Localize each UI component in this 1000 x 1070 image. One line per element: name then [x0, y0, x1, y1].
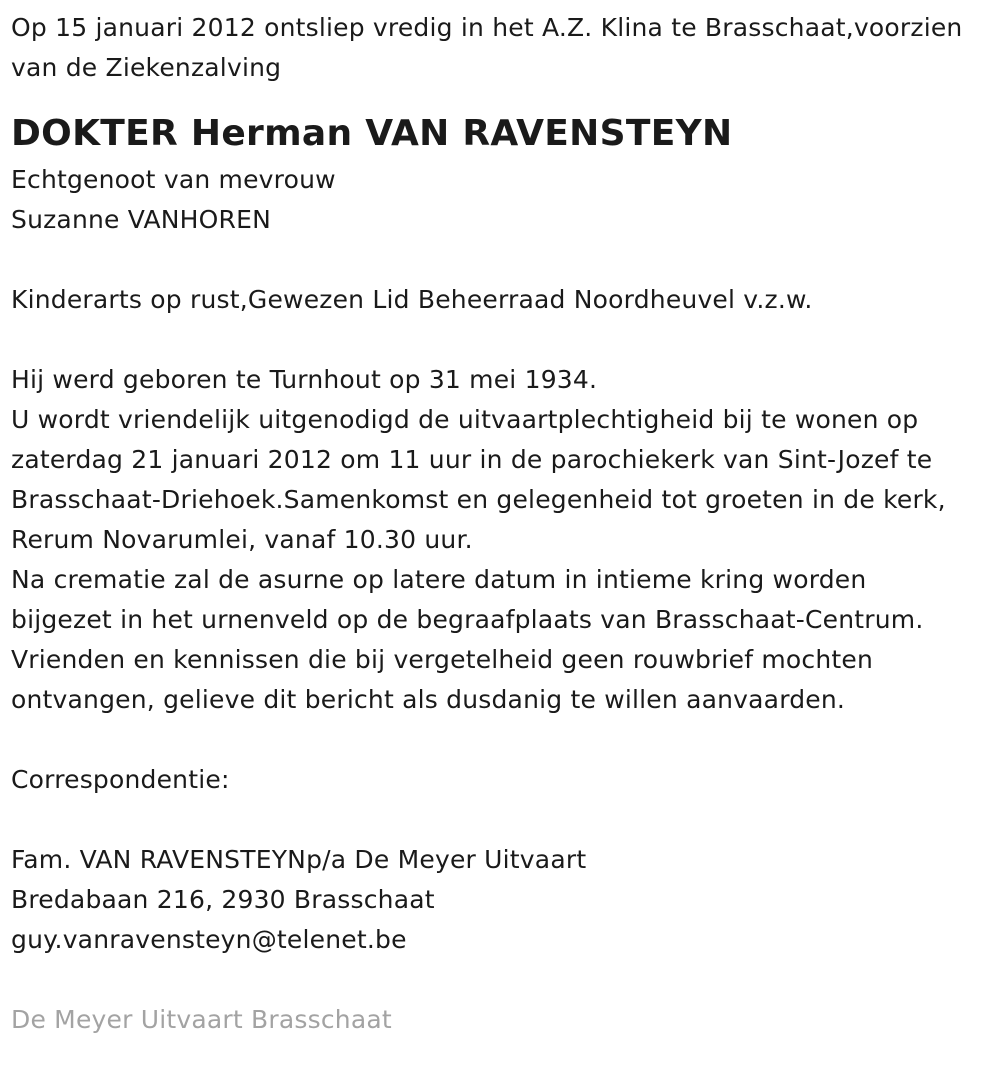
body-line: Hij werd geboren te Turnhout op 31 mei 1934.: [11, 365, 598, 394]
funeral-home-footer: De Meyer Uitvaart Brasschaat: [11, 1005, 392, 1034]
intro-block: [11, 8, 1000, 88]
body-line: zaterdag 21 januari 2012 om 11 uur in de parochiekerk van Sint-Jozef te: [11, 445, 933, 474]
body-line: Vrienden en kennissen die bij vergetelheid geen rouwbrief mochten: [11, 645, 874, 674]
body-line: Brasschaat-Driehoek.Samenkomst en gelegenheid tot groeten in de kerk,: [11, 485, 946, 514]
body-line: Rerum Novarumlei, vanaf 10.30 uur.: [11, 525, 473, 554]
address-line: Bredabaan 216, 2930 Brasschaat: [11, 885, 435, 914]
occupation: Kinderarts op rust,Gewezen Lid Beheerraad Noordheuvel v.z.w.: [11, 285, 813, 314]
spacer: [11, 960, 1000, 1000]
address-line: Fam. VAN RAVENSTEYNp/a De Meyer Uitvaart: [11, 845, 587, 874]
body-line: bijgezet in het urnenveld op de begraafplaats van Brasschaat-Centrum.: [11, 605, 924, 634]
body-line: Na crematie zal de asurne op latere datum in intieme kring worden: [11, 565, 867, 594]
spouse-block: [11, 160, 1000, 240]
spacer: [11, 320, 1000, 360]
body-block: [11, 360, 1000, 720]
spacer: [11, 240, 1000, 280]
spacer: [11, 720, 1000, 760]
address-block: [11, 840, 1000, 960]
body-line: ontvangen, gelieve dit bericht als dusdanig te willen aanvaarden.: [11, 685, 846, 714]
intro-line: van de Ziekenzalving: [11, 53, 282, 82]
email-address[interactable]: guy.vanravensteyn@telenet.be: [11, 925, 407, 954]
deceased-name: DOKTER Herman VAN RAVENSTEYN: [11, 113, 733, 154]
body-line: U wordt vriendelijk uitgenodigd de uitvaartplechtigheid bij te wonen op: [11, 405, 919, 434]
spacer: [11, 800, 1000, 840]
spouse-line: Echtgenoot van mevrouw: [11, 165, 336, 194]
spacer: [11, 88, 1000, 104]
correspondence-label: Correspondentie:: [11, 765, 230, 794]
intro-line: Op 15 januari 2012 ontsliep vredig in het A.Z. Klina te Brasschaat,voorzien: [11, 13, 963, 42]
spouse-line: Suzanne VANHOREN: [11, 205, 272, 234]
